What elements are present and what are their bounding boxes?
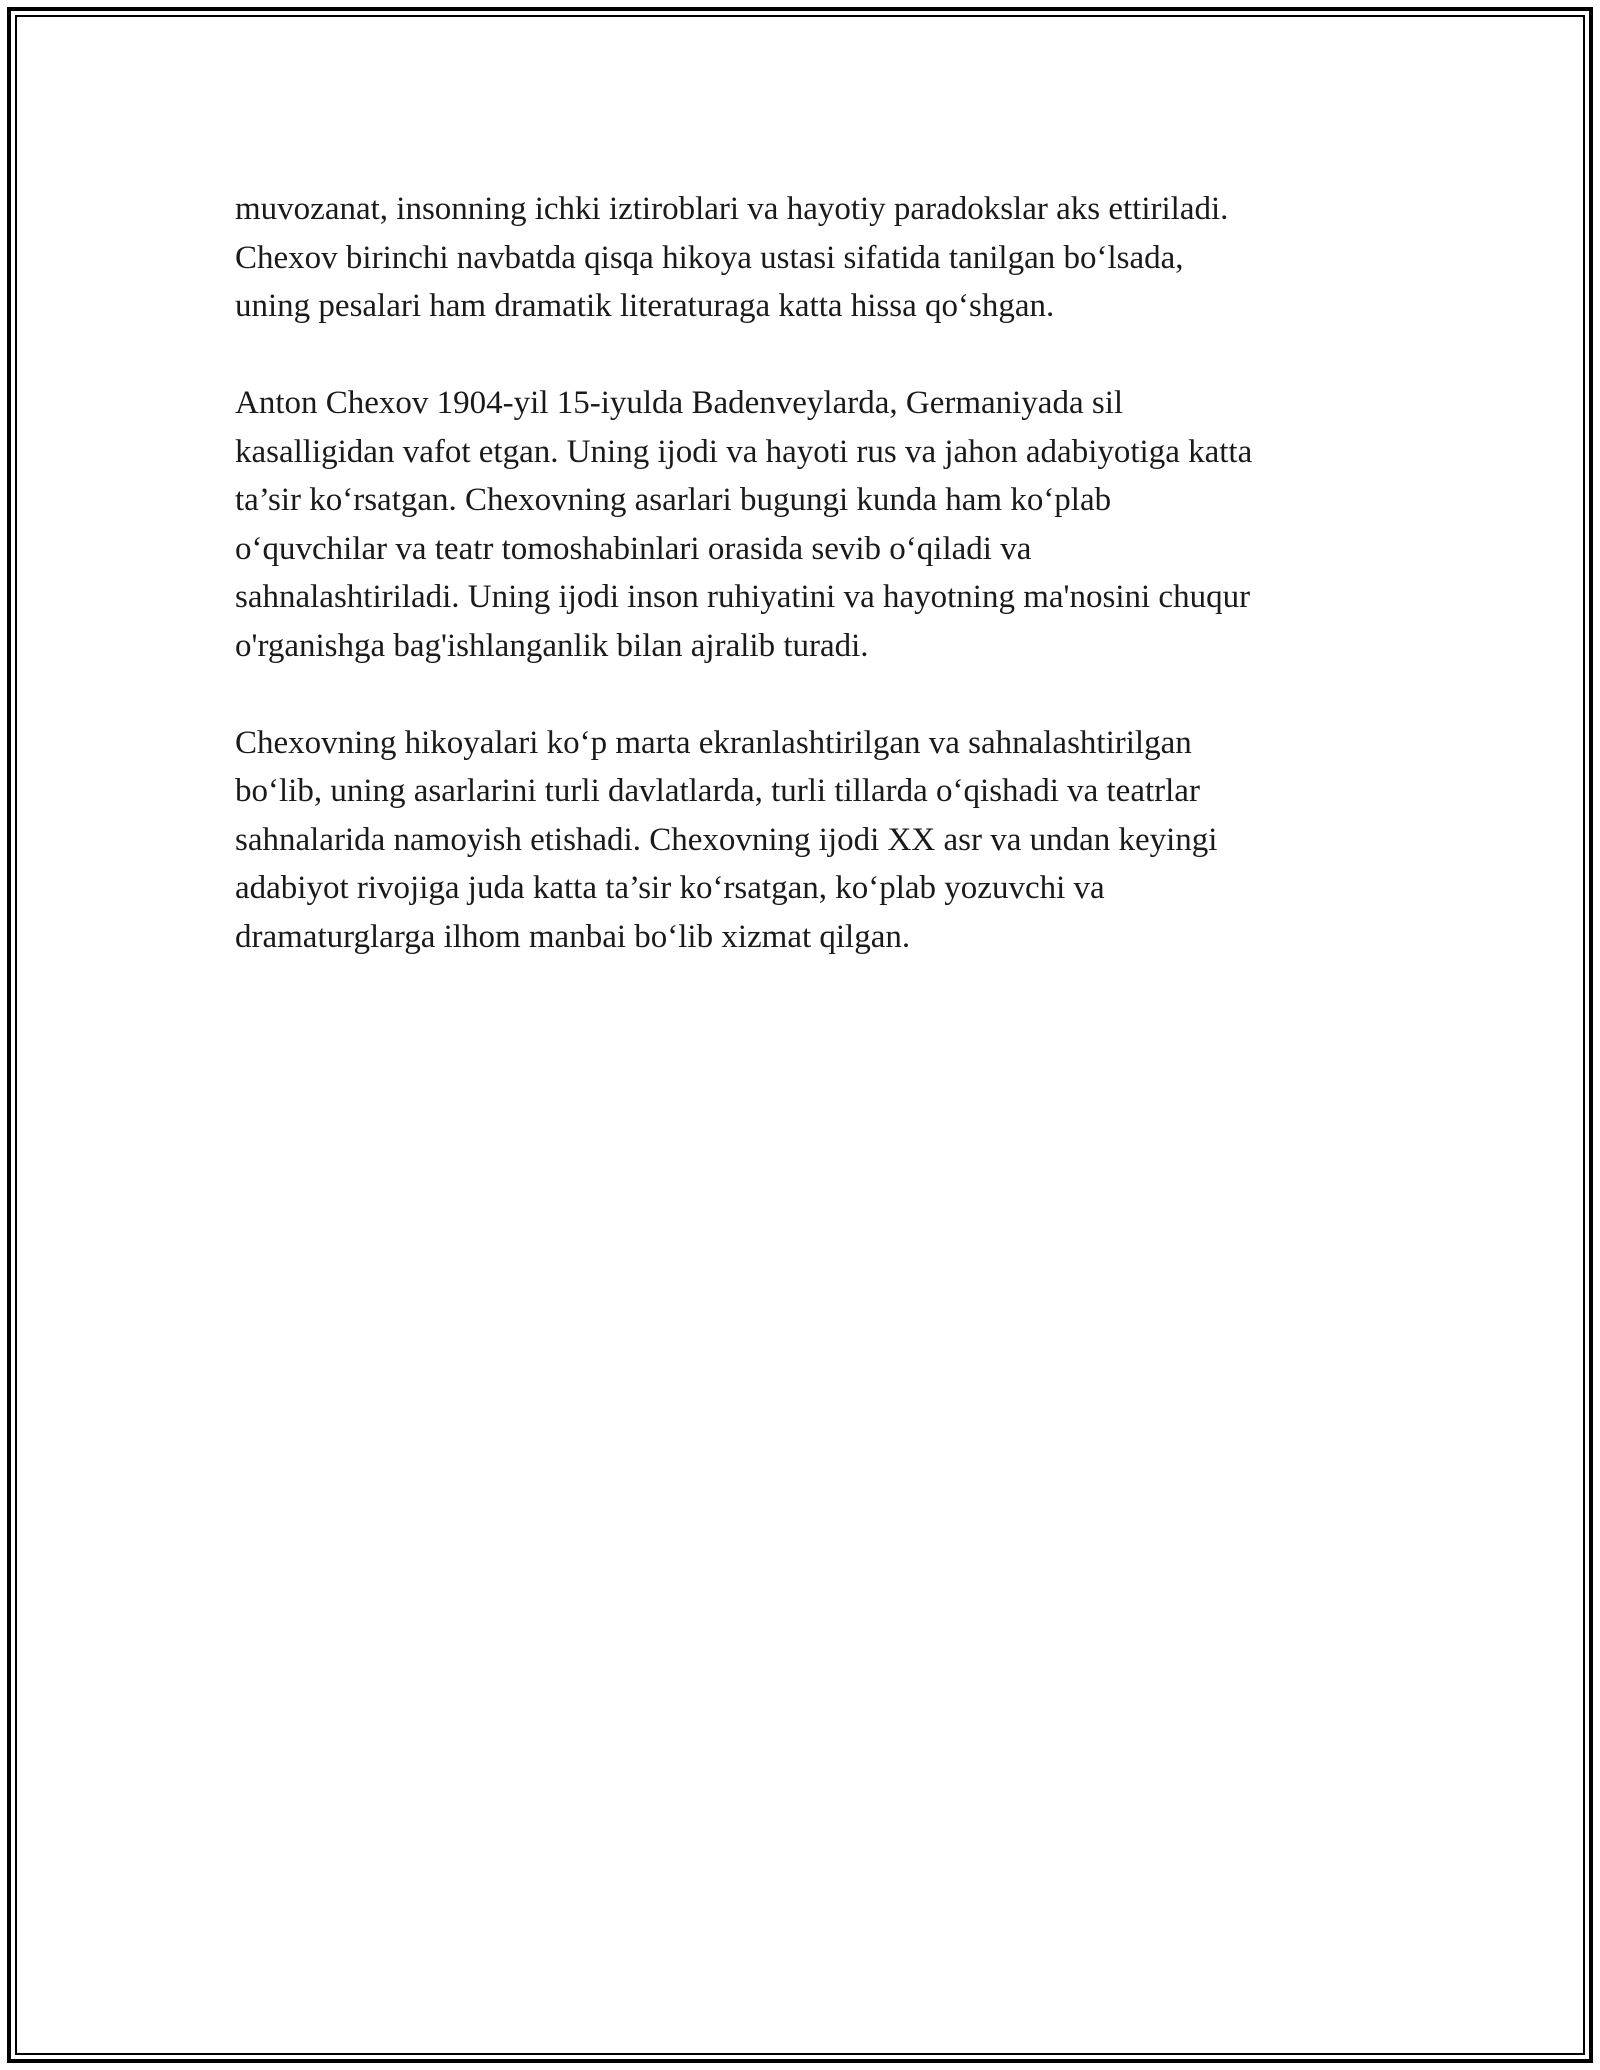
paragraph-2 bbox=[235, 379, 1375, 670]
text-line: Chexov birinchi navbatda qisqa hikoya ustasi sifatida tanilgan boʻlsada, bbox=[235, 239, 1184, 276]
text-line: muvozanat, insonning ichki iztiroblari va hayotiy paradokslar aks ettiriladi. bbox=[235, 191, 1229, 227]
document-body bbox=[235, 185, 1375, 1010]
paragraph-3 bbox=[235, 719, 1375, 962]
text-line: kasalligidan vafot etgan. Uning ijodi va hayoti rus va jahon adabiyotiga katta bbox=[235, 433, 1253, 470]
text-line: ta’sir koʻrsatgan. Chexovning asarlari bugungi kunda ham koʻplab bbox=[235, 482, 1112, 518]
text-line: dramaturglarga ilhom manbai boʻlib xizmat qilgan. bbox=[235, 918, 911, 955]
text-line: o'rganishga bag'ishlanganlik bilan ajralib turadi. bbox=[235, 627, 869, 664]
text-line: oʻquvchilar va teatr tomoshabinlari orasida sevib oʻqiladi va bbox=[235, 530, 1032, 567]
text-line: Anton Chexov 1904-yil 15-iyulda Badenveylarda, Germaniyada sil bbox=[235, 385, 1124, 421]
paragraph-1 bbox=[235, 185, 1375, 331]
text-line: boʻlib, uning asarlarini turli davlatlarda, turli tillarda oʻqishadi va teatrlar bbox=[235, 773, 1200, 809]
text-line: sahnalarida namoyish etishadi. Chexovning ijodi XX asr va undan keyingi bbox=[235, 821, 1218, 858]
text-line: uning pesalari ham dramatik literaturaga katta hissa qoʻshgan. bbox=[235, 288, 1055, 324]
text-line: adabiyot rivojiga juda katta ta’sir koʻrsatgan, koʻplab yozuvchi va bbox=[235, 870, 1105, 906]
text-line: Chexovning hikoyalari koʻp marta ekranlashtirilgan va sahnalashtirilgan bbox=[235, 724, 1192, 761]
text-line: sahnalashtiriladi. Uning ijodi inson ruhiyatini va hayotning ma'nosini chuqur bbox=[235, 579, 1251, 615]
